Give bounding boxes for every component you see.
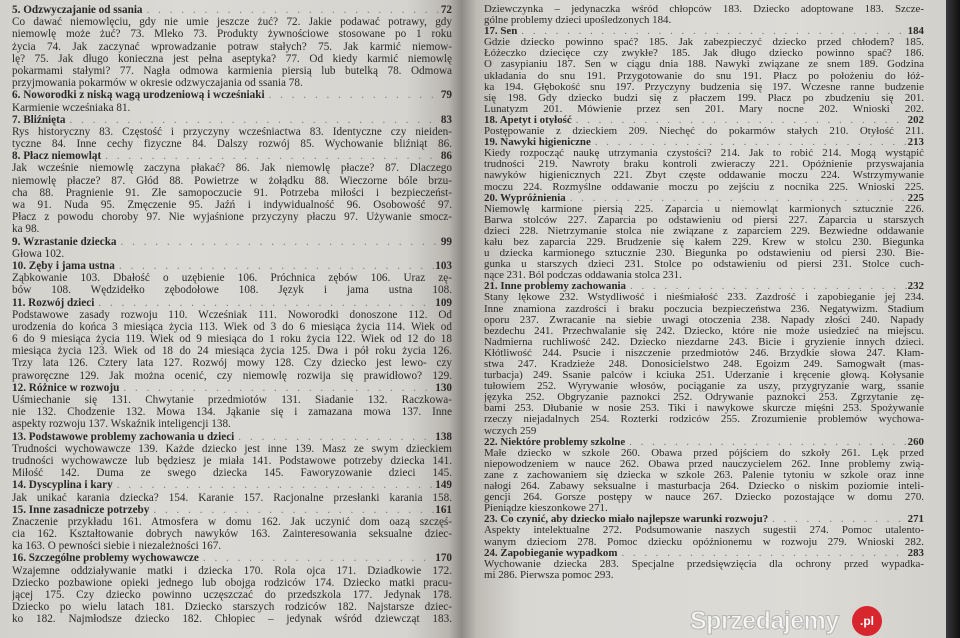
toc-entry-line: Pieniądze kieszonkowe 271. [484,503,608,515]
chapter-page-number: 184 [907,26,924,38]
dot-leader [768,514,908,525]
toc-entry-line: u dziecka karmionego sztucznie 230. Biegunka po odstawieniu od piersi 230. Bie- [484,248,924,260]
toc-entry-line: Co dawać niemowlęciu, gdy nie umie jeszcze żuć? 72. Jakie podawać potrawy, gdy [12,16,452,29]
dot-leader [572,115,908,126]
toc-entry-line: miesiąca życia 123. Wiek od 18 do 24 miesiąca życia 125. Dwa i pół roku życia 126. [12,345,452,358]
toc-entry-line: urodzenia do końca 3 miesiąca życia 113. Wiek od 3 do 6 miesiąca życia 114. Wiek od [12,320,452,333]
dot-leader [566,193,908,204]
chapter-page-number: 86 [440,150,452,163]
toc-entry-line: gólne problemy dzieci upośledzonych 184. [484,15,672,27]
toc-entry-line: Trzy lata 126. Cztery lata 127. Rozwój mowy 128. Czy dziecko jest lewo- czy [12,357,452,370]
toc-entry-line: Wzajemne oddziaływanie matki i dziecka 170. Rola ojca 171. Dziadkowie 172. [12,564,452,577]
toc-entry-line: zane z zachowaniem się dziecka w szkole 263. Palenie tytoniu w szkole oraz inne [484,469,924,481]
toc-entry-line: Miłość 142. Duma ze swego dziecka 145. Faworyzowanie dzieci 145. [12,467,452,480]
chapter-heading [12,89,452,101]
chapter-page-number: 72 [440,4,452,16]
toc-entry-line: niepowodzeniem w nauce 262. Obawa przed nauczycielem 262. Inne problemy zwią- [484,458,924,470]
toc-entry-line: kału bez zaparcia 229. Brudzenie się kałem 229. Krew w stolcu 230. Biegunka [484,236,924,248]
toc-entry-line: Głowa 102. [12,247,65,260]
dot-leader [626,281,908,292]
dot-leader [199,552,435,564]
dot-leader [143,4,441,16]
toc-entry-line: dzieci 228. Nietrzymanie stolca nie związane z zaparciem 229. Bezwiedne oddawanie [484,225,924,237]
toc-entry-line: ko 182. Najmłodsze dziecko 182. Chłopiec – jedynak wśród dziewcząt 183. [12,613,452,626]
watermark-text: Sprzedajemy [690,607,839,635]
toc-entry-line: Karmienie wcześniaka 81. [12,101,131,114]
toc-entry-line: cia 162. Kształtowanie dobrych nawyków 163. Zainteresowania seksualne dziec- [12,528,452,541]
chapter-page-number: 260 [907,436,924,448]
chapter-title: 12. Różnice w rozwoju [12,381,120,394]
chapter-heading [484,26,924,37]
toc-entry-line: Trudności wychowawcze 139. Każde dziecko jest inne 139. Masz ze swym dzieckiem [12,442,452,455]
toc-entry-line: Wychowanie dziecka 283. Specjalne przedsięwzięcia dla ochrony przed wypadka- [484,558,924,570]
toc-entry-line: bami 253. Dłubanie w nosie 253. Tiki i nawykowe skurcze mięśni 253. Spożywanie [484,403,924,415]
toc-entry-line: Kiedy rozpocząć naukę utrzymania czystości? 214. Jak to robić 214. Mogą wystąpić [484,148,924,160]
chapter-heading [12,150,452,162]
chapter-title: 19. Nawyki higieniczne [484,137,591,149]
toc-entry-line: wczych 259 [484,425,537,437]
chapter-page-number: 213 [907,137,924,149]
chapter-heading [12,4,452,16]
chapter-page-number: 109 [435,296,452,309]
chapter-title: 8. Płacz niemowląt [12,150,102,163]
chapter-page-number: 138 [435,430,452,443]
toc-entry-line: niemowlę może żuć? 73. Mleko 73. Produkty żywnościowe stosowane po 1 roku [12,28,452,41]
chapter-title: 24. Zapobieganie wypadkom [484,547,618,559]
chapter-heading [484,281,924,292]
toc-entry-line: rzeczy niejadalnych 254. Rozterki rodziców 255. Zrozumienie problemów wychowa- [484,414,924,426]
chapter-heading [484,548,924,559]
chapter-heading [12,552,452,564]
chapter-page-number: 283 [907,547,924,559]
chapter-title: 22. Niektóre problemy szkolne [484,436,626,448]
dot-leader [149,504,435,516]
toc-entry-line: Nadmierna ruchliwość 242. Dziecko niezdarne 243. Bicie i gryzienie innych dzieci. [484,336,924,348]
toc-entry-line: stwa 247. Kradzieże 248. Donosicielstwo 248. Egoizm 249. Samogwałt (mas- [484,359,924,370]
chapter-heading [12,504,452,516]
toc-entry-line: Dziewczynka – jedynaczka wśród chłopców 183. Dziecko adoptowane 183. Szcze- [484,4,924,15]
toc-entry-line: 6 do 9 miesiąca życia 119. Wiek od 9 miesiąca do 1 roku życia 122. Wiek od 12 do 18 [12,333,452,346]
dot-leader [119,382,435,394]
toc-entry-line: życia 74. Jak zaczynać wprowadzanie potraw stałych? 75. Jak karmić niemow- [12,40,452,53]
toc-entry-line: niemowlę płacze? 87. Głód 88. Powietrze w żołądku 88. Wieczorne bóle brzu- [12,174,452,187]
toc-entry-line: lę? 75. Jak długo konieczna jest pełna aseptyka? 77. Od kiedy karmić niemowlę [12,52,452,65]
toc-entry-line: bów 108. Wędzidełko zębodołowe 108. Język i jama ustna 108. [12,284,452,297]
dot-leader [65,114,440,126]
toc-entry-line: aspekty rozwoju 137. Wskaźnik inteligencji 138. [12,418,231,431]
toc-entry-line: Niemowlę karmione piersią 225. Zaparcia u niemowląt karmionych sztucznie 226. [484,203,924,215]
dot-leader [265,89,441,101]
toc-entry-line: się 198. Gdy dziecko budzi się z płaczem 199. Płacz po zbudzeniu się 201. [484,92,924,104]
chapter-heading [12,114,452,126]
chapter-title: 16. Szczególne problemy wychowawcze [12,552,199,565]
toc-entry-line: tułowiem 252. Wyrywanie włosów, pociąganie za uszy, przygryzanie warg, ssanie [484,381,924,393]
chapter-heading [484,514,924,525]
chapter-page-number: 83 [440,113,452,126]
chapter-title: 13. Podstawowe problemy zachowania u dzieci [12,430,235,443]
toc-entry-line: języka 252. Obgryzanie paznokci 252. Odrywanie paznokci 253. Zgrzytanie zę- [484,392,924,404]
chapter-title: 6. Noworodki z niską wagą urodzeniową i wcześniaki [12,89,265,102]
chapter-page-number: 202 [907,114,924,126]
toc-entry-line: Rys historyczny 83. Częstość i przyczyny wcześniactwa 83. Identyczne czy nieiden- [12,125,452,138]
chapter-heading [484,193,924,204]
toc-entry-line: Uśmiechanie się 131. Chwytanie przedmiotów 131. Siadanie 132. Raczkowa- [12,394,452,406]
toc-entry-line: ka 98. [12,223,40,236]
toc-entry-line: Małe dziecko w szkole 260. Obawa przed pójściem do szkoły 261. Lęk przed [484,447,924,459]
chapter-page-number: 170 [435,552,452,565]
chapter-heading [12,382,452,394]
toc-entry-line: wa 91. Nuda 95. Zmęczenie 95. Jaźń i indywidualność 96. Osobowość 97. [12,199,452,211]
toc-entry-line: nawyków higienicznych 221. Zbyt częste oddawanie moczu 224. Wstrzymywanie [484,170,924,182]
toc-entry-line: Jak unikać karania dziecka? 154. Karanie 157. Racjonalne przesłanki karania 158. [12,491,452,504]
chapter-title: 9. Wzrastanie dziecka [12,235,117,248]
dot-leader [113,479,436,491]
toc-entry-line: Inne znamiona zazdrości i braku poczucia bezpieczeństwa 236. Negatywizm. Stadium [484,303,924,315]
chapter-page-number: 103 [435,259,452,272]
toc-entry-line: Dziecko pozbawione opieki jednego lub obojga rodziców 174. Dziecko matki pracu- [12,576,452,589]
toc-entry-line: przyjmowania pokarmów w okresie odzwyczajania od ssania 78. [12,77,303,90]
toc-entry-line: Znaczenie przykładu 161. Atmosfera w domu 162. Jak uczynić dom oazą szczęś- [12,515,452,528]
chapter-page-number: 149 [435,479,452,492]
dot-leader [117,236,441,248]
toc-entry-line: nące 231. Ból podczas oddawania stolca 231. [484,270,682,282]
chapter-page-number: 271 [907,514,924,526]
toc-entry-line: gunka u starszych dzieci 231. Stolce po odstawieniu od piersi 231. Stolce cuch- [484,259,924,271]
toc-entry-line: wanym dzieciom 278. Pomoc dziecku opóźnionemu w rozwoju 279. Wnioski 282. [484,536,924,548]
toc-entry-line: trudności 219. Nawroty braku kontroli zwieraczy 221. Opóźnienie przyswajania [484,159,924,171]
dot-leader [625,437,907,448]
chapter-title: 15. Inne zasadnicze potrzeby [12,503,150,516]
toc-entry-line: układania do snu 191. Przygotowanie do snu 191. Płacz po położeniu do łóż- [484,70,924,82]
toc-entry-line: Stany lękowe 232. Wstydliwość i nieśmiałość 233. Zazdrość i zapobieganie jej 234. [484,292,924,304]
toc-entry-line: cha 88. Pragnienie 91. Złe samopoczucie 91. Potrzeba miłości i bezpieczeńst- [12,186,452,199]
toc-entry-line: Podstawowe zasady rozwoju 110. Wcześniak 111. Noworodki donoszone 112. Od [12,308,452,321]
chapter-title: 21. Inne problemy zachowania [484,281,626,293]
dot-leader [617,548,907,559]
left-page-contents [0,0,462,638]
toc-entry-line: mi 286. Pierwsza pomoc 293. [484,569,614,581]
chapter-heading [484,137,924,148]
toc-entry-line: ka 163. O pewności siebie i niezależności 167. [12,540,222,553]
chapter-title: 18. Apetyt i otyłość [484,114,572,126]
toc-entry-line: Jak wcześnie niemowlę zaczyna płakać? 86. Jak niemowlę płacze? 87. Dlaczego [12,162,452,175]
toc-entry-line: Płacz z powodu choroby 97. Nie wyjaśnione przyczyny płaczu 97. Używanie smocz- [12,211,452,224]
toc-entry-line: Gdzie dziecko powinno spać? 185. Jak zabezpieczyć dziecko przed chłodem? 185. [484,37,924,49]
toc-entry-line: Kłótliwość 244. Psucie i niszczenie przedmiotów 246. Brzydkie słowa 247. Kłam- [484,347,924,359]
toc-entry-line: O zasypianiu 187. Sen w ciągu dnia 188. Nawyki związane ze snem 189. Godzina [484,59,924,71]
toc-entry-line: moczu 224. Rozmyślne oddawanie moczu po zejściu z nocnika 225. Wnioski 225. [484,181,924,193]
chapter-title: 7. Bliźnięta [12,113,66,126]
dot-leader [101,150,441,162]
chapter-page-number: 79 [440,89,452,102]
toc-entry-line: Postępowanie z dzieckiem 209. Niechęć do pokarmów stałych 210. Otyłość 211. [484,126,924,138]
chapter-heading [12,260,452,272]
chapter-page-number: 232 [907,281,924,293]
chapter-page-number: 130 [435,381,452,394]
dot-leader [517,26,907,37]
chapter-title: 23. Co czynić, aby dziecko miało najlepsze warunki rozwoju? [484,514,769,526]
toc-entry-line: Barwa stolców 227. Zaparcia po odstawieniu od piersi 227. Zaparcia u starszych [484,214,924,226]
watermark-badge: .pl [852,606,882,636]
toc-entry-line: nie 132. Chodzenie 132. Mowa 134. Jąkanie się i zamazana mowa 137. Inne [12,406,452,419]
chapter-title: 14. Dyscyplina i kary [12,479,113,492]
toc-entry-line: nałogi 264. Zabawy seksualne i masturbacja 264. Dziecko o niskim poziomie inteli- [484,481,924,493]
chapter-heading [12,236,452,248]
toc-entry-line: gencji 264. Gorsze postępy w nauce 267. Dziecko pozostające w domu 270. [484,492,924,504]
chapter-heading [484,115,924,126]
toc-entry-line: Aspekty intelektualne 272. Podsumowanie naszych sugestii 274. Pomoc utalento- [484,525,924,537]
toc-entry-line: trudności wychowawcze lub będziesz je miała 141. Podstawowe potrzeby dziecka 141. [12,454,452,467]
chapter-heading [12,479,452,491]
chapter-title: 10. Zęby i jama ustna [12,259,115,272]
dot-leader [234,431,435,443]
right-page-contents [462,0,946,638]
chapter-heading [12,297,452,309]
dot-leader [591,137,908,148]
chapter-title: 20. Wypróżnienia [484,192,566,204]
toc-entry-line: tyczne 84. Inne cechy fizyczne 84. Dalszy rozwój 85. Wychowanie bliźniąt 86. [12,138,452,151]
chapter-page-number: 161 [435,503,452,516]
toc-entry-line: oporu 237. Zwracanie na siebie uwagi otoczenia 238. Napady złości 240. Napady [484,314,924,326]
toc-entry-line: Ząbkowanie 103. Dbałość o uzębienie 106. Próchnica zębów 106. Uraz zę- [12,272,452,285]
toc-entry-line: Dziecko po wielu latach 181. Dziecko starszych rodziców 182. Najstarsze dziec- [12,601,452,614]
toc-entry-line: Lunatyzm 201. Mówienie przez sen 201. Mary nocne 202. Wnioski 202. [484,103,924,115]
chapter-title: 11. Rozwój dzieci [12,296,95,309]
toc-entry-line: jącej 175. Czy dziecko powinno uczęszczać do przedszkola 177. Jedynak 178. [12,589,452,601]
toc-entry-line: pokarmami stałymi? 77. Nagła odmowa karmienia piersią lub butelką 78. Odmowa [12,64,452,77]
toc-entry-line: ka 194. Głębokość snu 197. Przyczyny budzenia się 197. Wczesne ranne budzenie [484,81,924,93]
toc-entry-line: praworęczne 129. Jak można ocenić, czy niemowlę rozwija się prawidłowo? 129. [12,369,452,382]
dot-leader [115,260,435,272]
chapter-title: 5. Odzwyczajanie od ssania [12,4,143,16]
chapter-page-number: 99 [440,235,452,248]
dot-leader [94,297,435,309]
chapter-page-number: 225 [907,192,924,204]
toc-entry-line: Łóżeczko dziecięce czy zwykłe? 185. Jak długo dziecko powinno spać? 186. [484,48,924,60]
book-edge [946,0,960,638]
chapter-heading [484,437,924,448]
toc-entry-line: bezdechu 241. Przechwalanie się 242. Dziecko, które nie może usiedzieć na miejscu. [484,325,924,337]
toc-entry-line: turbacja) 249. Ssanie palców i kciuka 251. Uderzanie i kręcenie głową. Kołysanie [484,370,924,382]
chapter-title: 17. Sen [484,26,518,38]
chapter-heading [12,431,452,443]
